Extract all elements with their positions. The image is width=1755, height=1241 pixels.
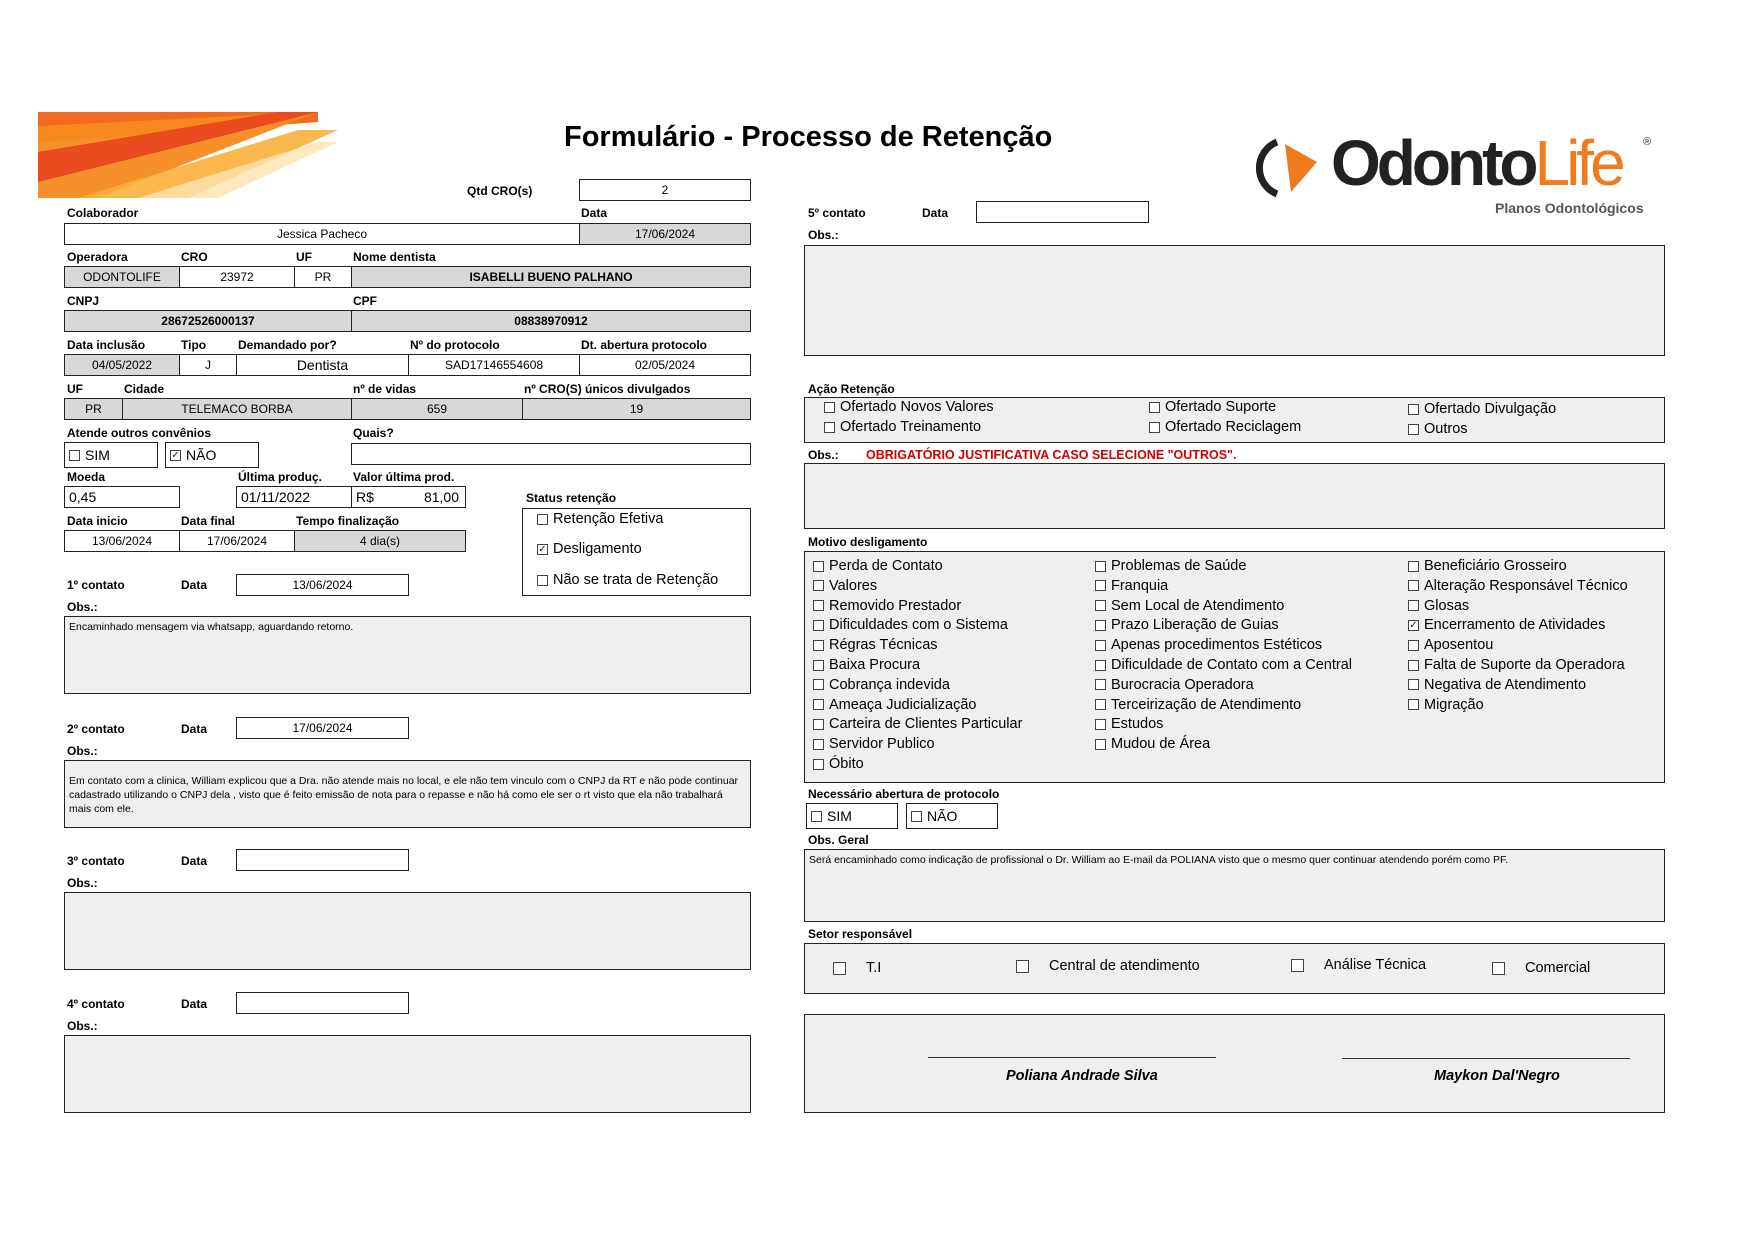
motivo-ameaca-judicializacao-checkbox[interactable] (813, 699, 824, 710)
acao-treinamento-label: Ofertado Treinamento (840, 419, 982, 435)
motivo-regras-tecnicas-checkbox[interactable] (813, 640, 824, 651)
motivo-obito-checkbox[interactable] (813, 759, 824, 770)
acao-suporte-label: Ofertado Suporte (1165, 399, 1277, 415)
n-protocolo-label: Nº do protocolo (410, 338, 500, 352)
motivo-negativa-de-atendimento-checkbox[interactable] (1408, 679, 1419, 690)
protocolo-sim-option[interactable] (806, 803, 898, 829)
motivo-dificuldade-de-contato-com-a-central-checkbox[interactable] (1095, 660, 1106, 671)
motivo-mudou-de-area[interactable] (1095, 736, 1210, 752)
cnpj-label: CNPJ (67, 294, 100, 308)
setor-central-label: Central de atendimento (1049, 958, 1200, 974)
contato1-label: 1º contato (67, 578, 125, 592)
signature-line-1 (928, 1057, 1216, 1058)
uf2-field[interactable]: PR (64, 398, 123, 420)
acao-treinamento[interactable] (824, 419, 981, 435)
logo-text-light: Life (1534, 127, 1622, 199)
contato5-obs-field[interactable] (804, 245, 1665, 356)
acao-reciclagem-checkbox[interactable] (1149, 422, 1160, 433)
motivo-estudos[interactable] (1095, 716, 1163, 732)
ultima-producao-field[interactable]: 01/11/2022 (236, 486, 352, 508)
motivo-dificuldades-com-o-sistema-checkbox[interactable] (813, 620, 824, 631)
motivo-sem-local-de-atendimento-label: Sem Local de Atendimento (1111, 597, 1285, 614)
motivo-prazo-liberacao-de-guias[interactable] (1095, 617, 1279, 633)
motivo-perda-de-contato-label: Perda de Contato (829, 558, 943, 574)
setor-analise-label: Análise Técnica (1324, 957, 1427, 973)
setor-comercial[interactable] (1492, 960, 1590, 976)
motivo-migracao-label: Migração (1424, 696, 1484, 713)
contato1-obs-field[interactable]: Encaminhado mensagem via whatsapp, aguardando retorno. (64, 616, 751, 694)
n-vidas-field[interactable]: 659 (351, 398, 523, 420)
assinaturas-box (804, 1014, 1665, 1113)
setor-comercial-checkbox[interactable] (1492, 962, 1505, 975)
operadora-field[interactable]: ODONTOLIFE (64, 266, 180, 288)
motivo-valores[interactable] (813, 578, 877, 594)
motivo-mudou-de-area-label: Mudou de Área (1111, 736, 1211, 753)
motivo-perda-de-contato[interactable] (813, 558, 943, 574)
tipo-label: Tipo (181, 338, 207, 352)
motivo-regras-tecnicas[interactable] (813, 637, 938, 653)
status-desligamento-label: Desligamento (553, 541, 642, 557)
cro-label: CRO (181, 250, 208, 264)
motivo-dificuldade-de-contato-com-a-central[interactable] (1095, 657, 1352, 673)
motivo-encerramento-de-atividades-checkbox[interactable]: ✓ (1409, 619, 1418, 631)
logo-mark-icon (1255, 132, 1325, 202)
valor-amount: 81,00 (423, 489, 459, 505)
convenio-nao-label: NÃO (186, 447, 217, 463)
motivo-alteracao-responsavel-tecnico-checkbox[interactable] (1408, 580, 1419, 591)
motivo-terceirizacao-de-atendimento-checkbox[interactable] (1095, 699, 1106, 710)
acao-outros[interactable] (1408, 421, 1468, 437)
motivo-falta-de-suporte-da-operadora[interactable] (1408, 657, 1625, 673)
motivo-obito-label: Óbito (829, 756, 864, 772)
motivo-falta-de-suporte-da-operadora-checkbox[interactable] (1408, 660, 1419, 671)
protocolo-sim-label: SIM (827, 808, 852, 824)
acao-retencao-label: Ação Retenção (808, 382, 895, 396)
acao-novos-valores-checkbox[interactable] (824, 402, 835, 413)
demandado-por-field[interactable]: Dentista (236, 354, 409, 376)
motivo-franquia-checkbox[interactable] (1095, 580, 1106, 591)
tempo-finalizacao-label: Tempo finalização (296, 514, 400, 528)
motivo-encerramento-de-atividades-label: Encerramento de Atividades (1424, 617, 1606, 634)
motivo-estudos-label: Estudos (1111, 716, 1164, 733)
convenio-sim-checkbox[interactable] (69, 450, 80, 461)
setor-ti-label: T.I (866, 960, 882, 976)
uf-label: UF (296, 250, 312, 264)
uf2-label: UF (67, 382, 83, 396)
contato3-data-label: Data (181, 854, 208, 868)
cpf-label: CPF (353, 294, 377, 308)
motivo-ameaca-judicializacao-label: Ameaça Judicialização (829, 696, 977, 713)
motivo-problemas-de-saude-label: Problemas de Saúde (1111, 558, 1247, 574)
motivo-ameaca-judicializacao[interactable] (813, 697, 977, 713)
motivo-falta-de-suporte-da-operadora-label: Falta de Suporte da Operadora (1424, 657, 1625, 673)
motivo-cobranca-indevida-label: Cobrança indevida (829, 676, 950, 693)
motivo-encerramento-de-atividades[interactable] (1408, 617, 1605, 633)
motivo-franquia[interactable] (1095, 578, 1168, 594)
cpf-field[interactable]: 08838970912 (351, 310, 751, 332)
motivo-valores-label: Valores (829, 577, 878, 594)
motivo-terceirizacao-de-atendimento-label: Terceirização de Atendimento (1111, 696, 1302, 713)
setor-analise-checkbox[interactable] (1291, 959, 1304, 972)
atende-outros-label: Atende outros convênios (67, 426, 212, 440)
dt-abertura-label: Dt. abertura protocolo (581, 338, 708, 352)
convenio-nao-checkbox[interactable]: ✓ (171, 449, 180, 461)
contato5-data-label: Data (922, 206, 949, 220)
logo-tagline: Planos Odontológicos (1495, 200, 1644, 216)
signature-name-2: Maykon Dal'Negro (1434, 1068, 1560, 1084)
obs-geral-label: Obs. Geral (808, 833, 869, 847)
status-desligamento[interactable] (537, 541, 642, 557)
motivo-dificuldade-de-contato-com-a-central-label: Dificuldade de Contato com a Central (1111, 657, 1352, 673)
nome-dentista-label: Nome dentista (353, 250, 436, 264)
contato2-obs-field[interactable]: Em contato com a clinica, William explicou que a Dra. não atende mais no local, e ele não tem vinculo com o CNPJ da RT e não pode continuar cadastrado utilizando o CNPJ dela , visto que é feito emissão de nota para o repasse e não há como ele ser o rt visto que ela não trabalhará mais com ele. (64, 760, 751, 828)
nome-dentista-field[interactable]: ISABELLI BUENO PALHANO (351, 266, 751, 288)
motivo-migracao[interactable] (1408, 697, 1484, 713)
motivo-carteira-de-clientes-particular-label: Carteira de Clientes Particular (829, 716, 1023, 733)
protocolo-nao-label: NÃO (927, 808, 958, 824)
motivo-burocracia-operadora-checkbox[interactable] (1095, 679, 1106, 690)
uf-field[interactable]: PR (294, 266, 352, 288)
contato1-obs-label: Obs.: (67, 600, 98, 614)
decorative-banner (38, 112, 338, 198)
necessario-protocolo-label: Necessário abertura de protocolo (808, 787, 1000, 801)
demandado-por-label: Demandado por? (238, 338, 337, 352)
protocolo-nao-option[interactable] (906, 803, 998, 829)
data-label: Data (581, 206, 608, 220)
status-efetiva-label: Retenção Efetiva (553, 511, 664, 527)
acao-reciclagem-label: Ofertado Reciclagem (1165, 419, 1302, 435)
motivo-regras-tecnicas-label: Régras Técnicas (829, 637, 938, 654)
logo-text-dark: Odonto (1331, 127, 1535, 199)
protocolo-nao-checkbox[interactable] (911, 811, 922, 822)
motivo-aposentou-label: Aposentou (1424, 637, 1494, 654)
motivo-terceirizacao-de-atendimento[interactable] (1095, 697, 1301, 713)
motivo-alteracao-responsavel-tecnico[interactable] (1408, 578, 1628, 594)
contato3-label: 3º contato (67, 854, 125, 868)
tipo-field[interactable]: J (179, 354, 237, 376)
moeda-field[interactable]: 0,45 (64, 486, 180, 508)
motivo-franquia-label: Franquia (1111, 577, 1169, 594)
n-cro-unicos-field[interactable]: 19 (522, 398, 751, 420)
motivo-prazo-liberacao-de-guias-checkbox[interactable] (1095, 620, 1106, 631)
motivo-removido-prestador-label: Removido Prestador (829, 597, 962, 614)
motivo-servidor-publico[interactable] (813, 736, 935, 752)
ultima-producao-label: Última produç. (238, 470, 323, 484)
motivo-apenas-procedimentos-esteticos[interactable] (1095, 637, 1322, 653)
motivo-glosas-checkbox[interactable] (1408, 600, 1419, 611)
signature-name-1: Poliana Andrade Silva (1006, 1068, 1158, 1084)
convenio-sim-option[interactable] (64, 442, 158, 468)
acao-obs-field[interactable] (804, 463, 1665, 529)
quais-field[interactable] (351, 443, 751, 465)
data-inclusao-label: Data inclusão (67, 338, 146, 352)
motivo-aposentou-checkbox[interactable] (1408, 640, 1419, 651)
signature-line-2 (1342, 1058, 1630, 1059)
motivo-sem-local-de-atendimento-checkbox[interactable] (1095, 600, 1106, 611)
motivo-dificuldades-com-o-sistema-label: Dificuldades com o Sistema (829, 617, 1008, 634)
motivo-prazo-liberacao-de-guias-label: Prazo Liberação de Guias (1111, 617, 1279, 634)
n-vidas-label: nº de vidas (353, 382, 417, 396)
status-retencao-efetiva[interactable] (537, 511, 663, 527)
motivo-negativa-de-atendimento[interactable] (1408, 677, 1586, 693)
motivo-problemas-de-saude[interactable] (1095, 558, 1246, 574)
contato2-obs-label: Obs.: (67, 744, 98, 758)
acao-treinamento-checkbox[interactable] (824, 422, 835, 433)
acao-obs-label: Obs.: (808, 448, 839, 462)
convenio-nao-option[interactable] (165, 442, 259, 468)
motivo-beneficiario-grosseiro-label: Beneficiário Grosseiro (1424, 558, 1567, 574)
contato1-data-label: Data (181, 578, 208, 592)
contato3-obs-label: Obs.: (67, 876, 98, 890)
page-title: Formulário - Processo de Retenção (564, 121, 1053, 153)
motivo-apenas-procedimentos-esteticos-label: Apenas procedimentos Estéticos (1111, 637, 1323, 654)
convenio-sim-label: SIM (85, 447, 110, 463)
cnpj-field[interactable]: 28672526000137 (64, 310, 352, 332)
contato2-data-label: Data (181, 722, 208, 736)
cidade-field[interactable]: TELEMACO BORBA (122, 398, 352, 420)
motivo-cobranca-indevida[interactable] (813, 677, 950, 693)
contato1-data-field[interactable]: 13/06/2024 (236, 574, 409, 596)
valor-currency: R$ (356, 489, 374, 505)
motivo-sem-local-de-atendimento[interactable] (1095, 598, 1284, 614)
data-final-field[interactable]: 17/06/2024 (179, 530, 295, 552)
acao-suporte-checkbox[interactable] (1149, 402, 1160, 413)
motivo-burocracia-operadora[interactable] (1095, 677, 1254, 693)
setor-analise[interactable] (1291, 957, 1426, 973)
qtd-cro-field[interactable]: 2 (579, 179, 751, 201)
setor-ti-checkbox[interactable] (833, 962, 846, 975)
colaborador-field[interactable]: Jessica Pacheco (64, 223, 580, 245)
acao-novos-valores-label: Ofertado Novos Valores (840, 399, 994, 415)
status-nao-se-trata[interactable] (537, 572, 718, 588)
data-inicio-label: Data inicio (67, 514, 128, 528)
protocolo-sim-checkbox[interactable] (811, 811, 822, 822)
acao-reciclagem[interactable] (1149, 419, 1301, 435)
cidade-label: Cidade (124, 382, 165, 396)
motivo-carteira-de-clientes-particular[interactable] (813, 716, 1022, 732)
motivo-estudos-checkbox[interactable] (1095, 719, 1106, 730)
status-nao-se-trata-label: Não se trata de Retenção (553, 572, 719, 588)
acao-suporte[interactable] (1149, 399, 1276, 415)
status-nao-se-trata-checkbox[interactable] (537, 575, 548, 586)
contato4-obs-field[interactable] (64, 1035, 751, 1113)
motivo-problemas-de-saude-checkbox[interactable] (1095, 561, 1106, 572)
motivo-glosas[interactable] (1408, 598, 1469, 614)
valor-ultima-prod-field[interactable] (351, 486, 466, 508)
motivo-servidor-publico-checkbox[interactable] (813, 739, 824, 750)
acao-outros-checkbox[interactable] (1408, 424, 1419, 435)
contato4-label: 4º contato (67, 997, 125, 1011)
dt-abertura-field[interactable]: 02/05/2024 (579, 354, 751, 376)
setor-central[interactable] (1016, 958, 1200, 974)
cro-field[interactable]: 23972 (179, 266, 295, 288)
motivo-removido-prestador[interactable] (813, 598, 961, 614)
setor-central-checkbox[interactable] (1016, 960, 1029, 973)
motivo-migracao-checkbox[interactable] (1408, 699, 1419, 710)
contato5-label: 5º contato (808, 206, 866, 220)
setor-ti[interactable] (833, 960, 881, 976)
operadora-label: Operadora (67, 250, 128, 264)
contato2-data-field[interactable]: 17/06/2024 (236, 717, 409, 739)
motivo-burocracia-operadora-label: Burocracia Operadora (1111, 676, 1254, 693)
qtd-cro-label: Qtd CRO(s) (467, 184, 533, 198)
status-efetiva-checkbox[interactable] (537, 514, 548, 525)
motivo-baixa-procura-label: Baixa Procura (829, 657, 921, 673)
motivo-carteira-de-clientes-particular-checkbox[interactable] (813, 719, 824, 730)
data-final-label: Data final (181, 514, 236, 528)
motivo-cobranca-indevida-checkbox[interactable] (813, 679, 824, 690)
contato5-data-field[interactable] (976, 201, 1149, 223)
motivo-beneficiario-grosseiro[interactable] (1408, 558, 1567, 574)
contato4-obs-label: Obs.: (67, 1019, 98, 1033)
logo-registered: ® (1643, 136, 1652, 148)
motivo-removido-prestador-checkbox[interactable] (813, 600, 824, 611)
motivo-baixa-procura-checkbox[interactable] (813, 660, 824, 671)
contato3-obs-field[interactable] (64, 892, 751, 970)
motivo-apenas-procedimentos-esteticos-checkbox[interactable] (1095, 640, 1106, 651)
contato5-obs-label: Obs.: (808, 228, 839, 242)
acao-divulgacao-checkbox[interactable] (1408, 404, 1419, 415)
valor-ultima-prod-label: Valor última prod. (353, 470, 455, 484)
acao-divulgacao-label: Ofertado Divulgação (1424, 401, 1557, 417)
n-cro-unicos-label: nº CRO(S) únicos divulgados (524, 382, 691, 396)
contato3-data-field[interactable] (236, 849, 409, 871)
motivo-dificuldades-com-o-sistema[interactable] (813, 617, 1008, 633)
acao-obs-warning: OBRIGATÓRIO JUSTIFICATIVA CASO SELECIONE "OUTROS". (866, 448, 1237, 462)
motivo-beneficiario-grosseiro-checkbox[interactable] (1408, 561, 1419, 572)
moeda-label: Moeda (67, 470, 106, 484)
motivo-glosas-label: Glosas (1424, 597, 1470, 614)
motivo-servidor-publico-label: Servidor Publico (829, 736, 935, 753)
motivo-obito[interactable] (813, 756, 864, 772)
contato4-data-label: Data (181, 997, 208, 1011)
status-desligamento-checkbox[interactable]: ✓ (538, 543, 547, 555)
contato2-label: 2º contato (67, 722, 125, 736)
motivo-valores-checkbox[interactable] (813, 580, 824, 591)
tempo-finalizacao-field[interactable]: 4 dia(s) (294, 530, 466, 552)
acao-outros-label: Outros (1424, 421, 1468, 437)
obs-geral-field[interactable]: Será encaminhado como indicação de profissional o Dr. William ao E-mail da POLIANA visto que o mesmo quer continuar atendendo porém como PF. (804, 849, 1665, 922)
motivo-aposentou[interactable] (1408, 637, 1493, 653)
motivo-negativa-de-atendimento-label: Negativa de Atendimento (1424, 676, 1587, 693)
colaborador-label: Colaborador (67, 206, 139, 220)
data-field[interactable]: 17/06/2024 (579, 223, 751, 245)
odontolife-logo (1255, 128, 1655, 223)
quais-label: Quais? (353, 426, 394, 440)
motivo-perda-de-contato-checkbox[interactable] (813, 561, 824, 572)
acao-divulgacao[interactable] (1408, 401, 1556, 417)
status-retencao-label: Status retenção (526, 491, 617, 505)
setor-comercial-label: Comercial (1525, 960, 1591, 976)
contato4-data-field[interactable] (236, 992, 409, 1014)
setor-responsavel-label: Setor responsável (808, 927, 913, 941)
n-protocolo-field[interactable]: SAD17146554608 (408, 354, 580, 376)
motivo-mudou-de-area-checkbox[interactable] (1095, 739, 1106, 750)
data-inicio-field[interactable]: 13/06/2024 (64, 530, 180, 552)
acao-novos-valores[interactable] (824, 399, 994, 415)
motivo-alteracao-responsavel-tecnico-label: Alteração Responsável Técnico (1424, 577, 1628, 594)
data-inclusao-field[interactable]: 04/05/2022 (64, 354, 180, 376)
motivo-desligamento-label: Motivo desligamento (808, 535, 928, 549)
motivo-baixa-procura[interactable] (813, 657, 920, 673)
